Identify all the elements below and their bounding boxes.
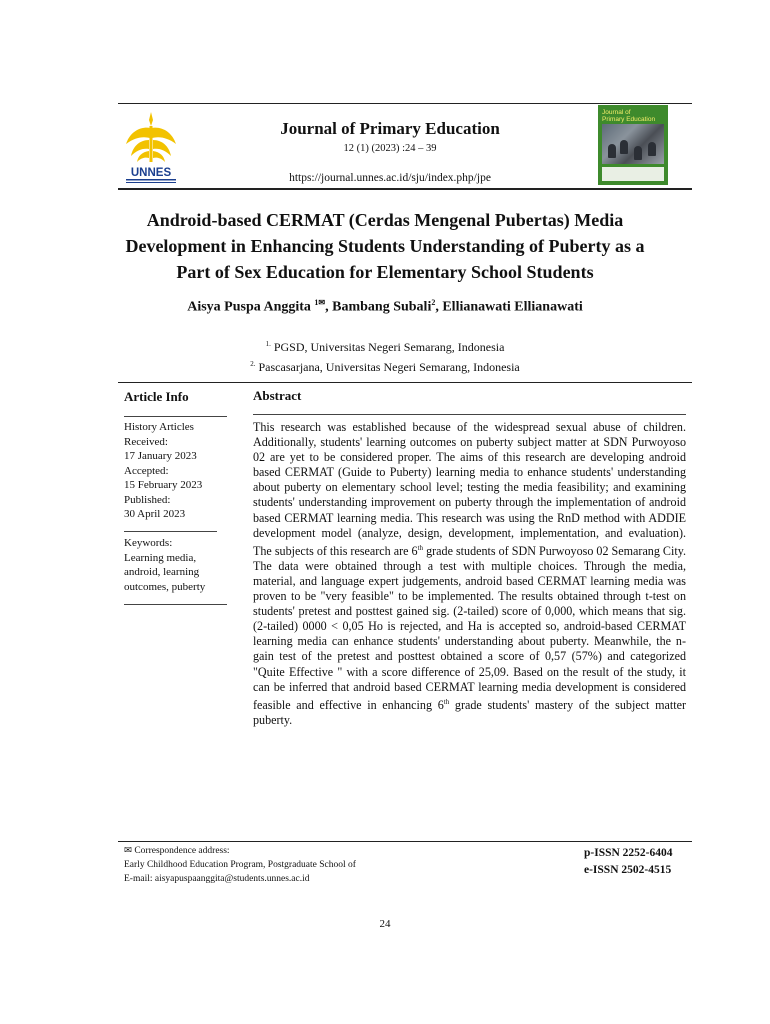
footer-rule xyxy=(118,841,692,842)
header-top-rule xyxy=(118,103,692,104)
history-articles: History Articles Received: 17 January 2023 Accepted: 15 February 2023 Published: 30 April 2023 xyxy=(124,421,203,520)
keywords: Keywords: Learning media, android, learning outcomes, puberty xyxy=(124,537,206,593)
issn-block xyxy=(584,845,689,879)
abstract-text: This research was established because of the widespread sexual abuse of children. Additionally, students' learning outcomes on puberty subject matter at SDN Purwoyoso 02 are yet to be considered proper. The aims of this research are developing android based CERMAT (Guide to Puberty) learning media to enhance students' understanding about puberty on elementary school level; testing the media feasibility; and examining students' understanding improvement on puberty through the implementation of android based CERMAT learning media. This research was using the RnD method with ADDIE development model (analyze, design, development, implementation, and evaluation). The subjects of this research are 6th grade students of SDN Purwoyoso 02 Semarang City. The data were obtained through a test with multiple choices. Through the media, material, and language expert judgements, android based CERMAT learning media was proven to be "very feasible" to be implemented. The results obtained through t-test on students' pretest and posttest gained sig. (2-tailed) score of 0,000, which means that sig. (2-tailed) 0000 < 0,05 Ho is rejected, and Ha is accepted so, android-based CERMAT learning media can enhance students' understanding about puberty. Meanwhile, the n-gain test of the pretest and posttest obtained a score of 0,57 (57%) and categorized "Quite Effective " with a score difference of 25,09. Based on the result of the study, it can be inferred that android based CERMAT learning media development is considered feasible and effective in enhancing 6th grade students' mastery of the subject matter puberty. xyxy=(253,420,687,727)
author-name: Aisya Puspa Anggita xyxy=(187,299,315,315)
e-issn: e-ISSN 2502-4515 xyxy=(584,864,672,876)
cover-title-line2: Primary Education xyxy=(602,116,656,123)
author-superscript: 2 xyxy=(431,298,436,307)
cover-title-line1: Journal of xyxy=(602,109,631,116)
affiliations xyxy=(110,336,660,376)
affiliation-line: $^{2.}$ Pascasarjana, Universitas Negeri Semarang, Indonesia xyxy=(250,360,520,374)
info-divider xyxy=(124,416,227,417)
affiliation-line: $^{1.}$ PGSD, Universitas Negeri Semarang, Indonesia xyxy=(265,340,505,354)
correspondence-address: ✉ Correspondence address: Early Childhood Education Program, Postgraduate School of E-mail: aisyapuspaanggita@students.unnes.ac.id xyxy=(124,846,356,884)
page-number: 24 xyxy=(379,918,391,930)
title-line: Part of Sex Education for Elementary School Students xyxy=(176,262,594,282)
author-superscript: 1✉ xyxy=(314,298,326,307)
title-line: Development in Enhancing Students Understanding of Puberty as a xyxy=(125,236,645,256)
p-issn: p-ISSN 2252-6404 xyxy=(584,847,673,859)
journal-title: Journal of Primary Education xyxy=(280,119,500,138)
article-info-heading: Article Info xyxy=(124,389,189,404)
abstract-divider xyxy=(253,414,686,415)
journal-url[interactable]: https://journal.unnes.ac.id/sju/index.php/jpe xyxy=(289,172,491,184)
cover-photo xyxy=(602,124,664,164)
paper-title xyxy=(110,207,660,285)
info-divider xyxy=(124,531,217,532)
abstract-heading: Abstract xyxy=(253,388,302,403)
author-list xyxy=(110,298,660,316)
journal-volume: 12 (1) (2023) :24 – 39 xyxy=(343,143,437,154)
logo-text: UNNES xyxy=(130,167,172,179)
title-line: Android-based CERMAT (Cerdas Mengenal Pubertas) Media xyxy=(146,210,624,230)
author-name: , Bambang Subali xyxy=(325,299,432,315)
author-name: , Ellianawati Ellianawati xyxy=(435,299,583,315)
journal-cover-image xyxy=(598,105,668,185)
section-rule xyxy=(118,382,692,383)
unnes-logo xyxy=(120,106,182,184)
header-bottom-rule xyxy=(118,188,692,190)
info-divider xyxy=(124,604,227,605)
